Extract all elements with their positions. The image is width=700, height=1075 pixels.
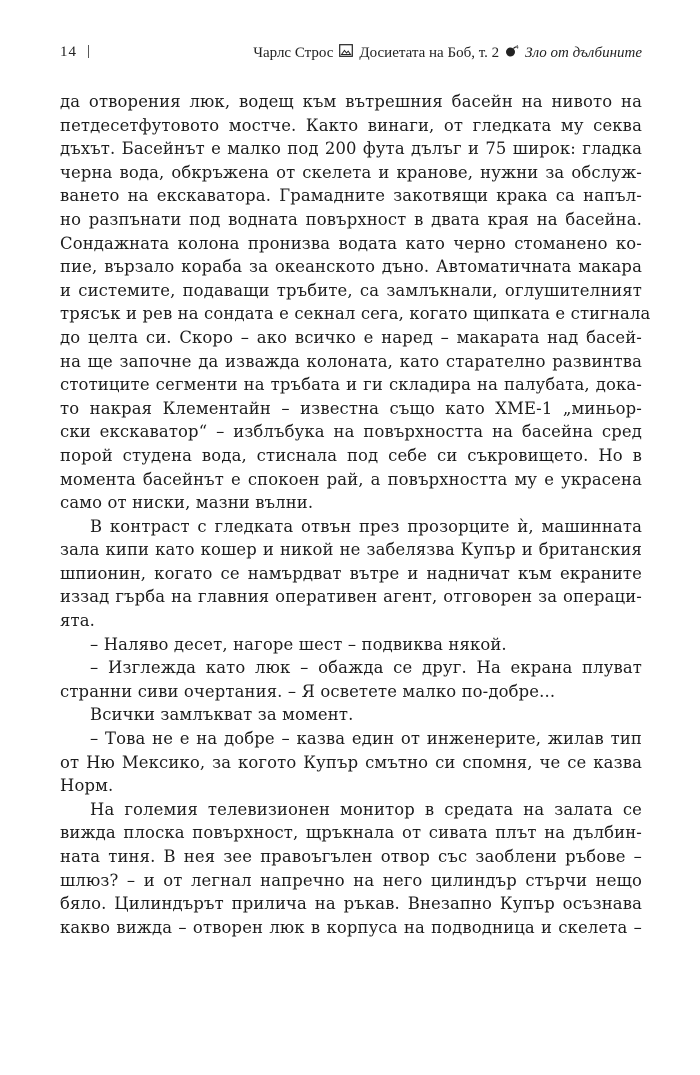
text-line: иззад гърба на главния оперативен агент, отговорен за операци-: [60, 587, 642, 607]
text-line: ната тиня. В нея зее правоъгълен отвор със заоблени ръбове –: [60, 847, 642, 866]
text-line: до целта си. Скоро – ако всичко е наред – макарата над басей-: [60, 327, 642, 347]
text-line: дъхът. Басейнът е малко под 200 фута дълъг и 75 широк: гладка: [60, 139, 642, 159]
bomb-icon: [505, 44, 519, 62]
page-number-separator: |: [87, 43, 91, 59]
text-line: и системите, подаващи тръбите, са замлъкнали, оглушителният: [60, 280, 642, 300]
book-title: Досиетата на Боб, т. 2: [359, 44, 500, 61]
text-line: петдесетфутовото мостче. Както винаги, от гледката му секва: [60, 115, 642, 135]
text-line: пие, вързало кораба за океанското дъно. Автоматичната макара: [60, 257, 642, 277]
text-line: черна вода, обкръжена от скелета и кранове, нужни за обслуж-: [60, 162, 642, 182]
text-line: бяло. Цилиндърът прилича на ръкав. Внезапно Купър осъзнава: [60, 894, 642, 914]
text-line: – Изглежда като люк – обажда се друг. На екрана плуват: [90, 658, 642, 678]
text-line: но разпънати под водната повърхност в двата края на басейна.: [60, 209, 642, 229]
text-line: Норм.: [60, 776, 114, 796]
running-header: [60, 44, 642, 68]
text-line: то накрая Клементайн – известна също като ХМЕ-1 „миньор-: [60, 398, 642, 418]
frame-icon: [339, 44, 353, 62]
text-line: ването на екскаватора. Грамадните закотвящи крака са напъл-: [60, 186, 642, 206]
author-name: Чарлс Строс: [253, 44, 334, 61]
text-line: ята.: [60, 611, 95, 631]
text-line: трясък и рев на сондата е секнал сега, когато щипката е стигнала: [60, 304, 651, 324]
text-line: порой студена вода, стиснала под себе си съкровището. Но в: [60, 445, 642, 465]
text-line: стотиците сегменти на тръбата и ги складира на палубата, дока-: [60, 375, 642, 395]
text-line: да отворения люк, водещ към вътрешния басейн на нивото на: [60, 92, 642, 111]
page-number: 14: [60, 44, 77, 60]
text-line: на ще започне да изважда колоната, като старателно развинтва: [60, 351, 642, 371]
text-line: зала кипи като кошер и никой не забелязва Купър и британския: [60, 540, 642, 560]
text-line: вижда плоска повърхност, щръкнала от сивата плът на дълбин-: [60, 823, 642, 843]
text-line: шлюз? – и от легнал напречно на него цилиндър стърчи нещо: [60, 870, 642, 890]
text-line: от Ню Мексико, за когото Купър смътно си спомня, че се казва: [60, 752, 642, 772]
text-line: Всички замлъкват за момент.: [90, 705, 354, 725]
text-line: какво вижда – отворен люк в корпуса на подводница и скелета –: [60, 917, 642, 937]
text-line: На големия телевизионен монитор в средата на залата се: [90, 799, 642, 819]
text-line: ски екскаватор“ – изблъбука на повърхността на басейна сред: [60, 422, 642, 442]
text-line: момента басейнът е спокоен рай, а повърхността му е украсена: [60, 469, 642, 489]
text-line: странни сиви очертания. – Я осветете малко по-добре...: [60, 681, 556, 701]
page-body: [60, 90, 651, 939]
text-line: Сондажната колона пронизва водата като черно стоманено ко-: [60, 233, 642, 253]
series-title: Зло от дълбините: [525, 44, 642, 61]
text-line: – Наляво десет, нагоре шест – подвиква някой.: [90, 634, 507, 654]
text-line: само от ниски, мазни вълни.: [60, 493, 314, 513]
text-line: В контраст с гледката отвън през прозорците ѝ, машинната: [90, 516, 642, 536]
text-line: шпионин, когато се намърдват вътре и надничат към екраните: [60, 563, 642, 583]
text-line: – Това не е на добре – казва един от инженерите, жилав тип: [90, 729, 642, 749]
header-titles: [253, 44, 642, 62]
